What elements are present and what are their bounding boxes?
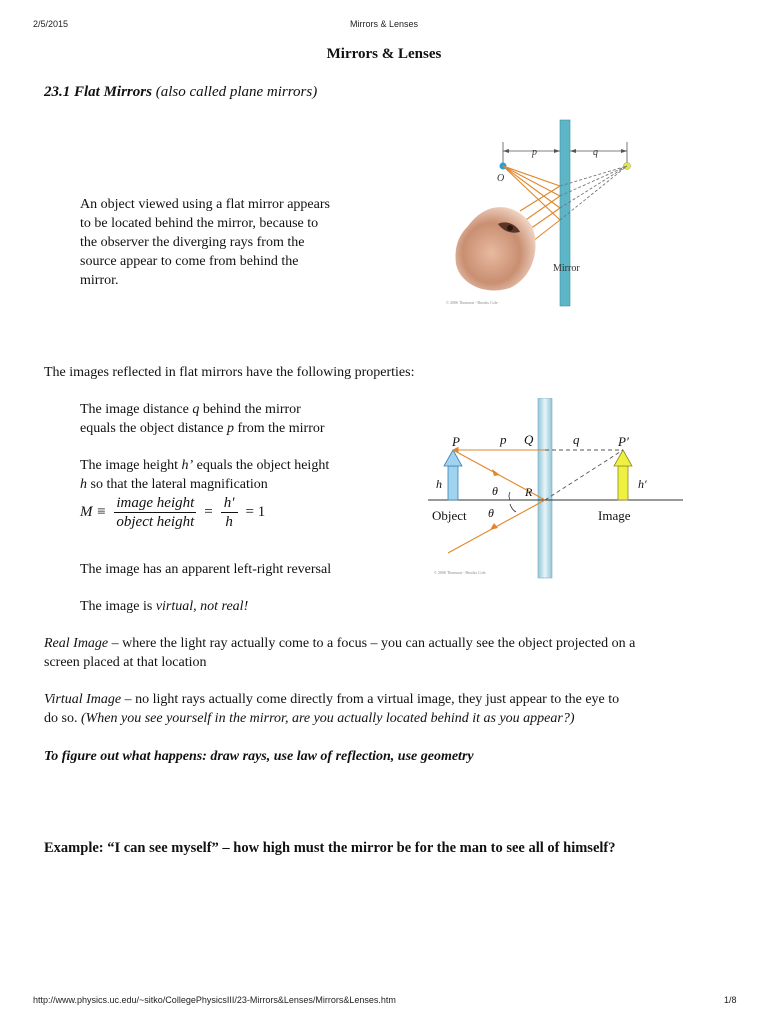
text: behind the mirror bbox=[199, 402, 301, 417]
text: equals the object height bbox=[193, 458, 330, 473]
eye-face bbox=[456, 207, 536, 290]
var-h-prime: h’ bbox=[181, 458, 194, 473]
text: The image distance bbox=[80, 402, 193, 417]
real-image-definition bbox=[44, 634, 734, 672]
fraction-1 bbox=[114, 494, 196, 531]
property-1 bbox=[80, 400, 325, 438]
example-heading: Example: “I can see myself” – how high must the mirror be for the man to see all of himself? bbox=[44, 840, 616, 856]
howto-heading: To figure out what happens: draw rays, use law of reflection, use geometry bbox=[44, 749, 474, 764]
text: – bbox=[121, 692, 136, 707]
text: The image is bbox=[80, 599, 156, 614]
formula-eq: = bbox=[204, 504, 213, 520]
flat-mirror-figure bbox=[440, 116, 650, 312]
image-geometry-figure bbox=[428, 398, 688, 580]
label-object: Object bbox=[432, 508, 467, 523]
page-title: Mirrors & Lenses bbox=[326, 46, 442, 62]
label-P-prime: P′ bbox=[618, 434, 629, 449]
intro-line: mirror. bbox=[80, 273, 119, 288]
var-q: q bbox=[192, 402, 200, 417]
text-italic: virtual, not real! bbox=[155, 599, 249, 614]
property-3: The image has an apparent left-right reversal bbox=[80, 562, 332, 577]
text-italic: (When you see yourself in the mirror, are you actually located behind it as you appear?) bbox=[80, 711, 575, 726]
text: equals the object distance bbox=[80, 421, 227, 436]
image-arrow bbox=[618, 466, 628, 500]
text: do so. bbox=[44, 711, 81, 726]
property-2 bbox=[80, 456, 329, 494]
intro-line: to be located behind the mirror, because to bbox=[80, 216, 319, 231]
formula-lhs: M ≡ bbox=[80, 504, 107, 520]
section-heading-text: 23.1 Flat Mirrors bbox=[44, 84, 152, 100]
footer-url[interactable]: http://www.physics.uc.edu/~sitko/CollegePhysicsIII/23-Mirrors&Lenses/Mirrors&Lenses.htm bbox=[33, 995, 396, 1005]
label-p-dist: p bbox=[500, 432, 507, 447]
label-P: P bbox=[452, 434, 460, 449]
label-o: O bbox=[497, 173, 505, 184]
header-date: 2/5/2015 bbox=[33, 19, 69, 29]
intro-line: source appear to come from behind the bbox=[80, 254, 299, 269]
header-title: Mirrors & Lenses bbox=[349, 19, 419, 29]
fraction-1-den: object height bbox=[116, 514, 195, 530]
label-image: Image bbox=[598, 508, 631, 523]
text: – bbox=[108, 636, 123, 651]
label-theta-1: θ bbox=[492, 484, 498, 498]
virtual-image-definition bbox=[44, 690, 734, 728]
var-p: p bbox=[226, 421, 234, 436]
section-heading bbox=[44, 84, 317, 101]
label-q: q bbox=[593, 147, 598, 158]
label-Q: Q bbox=[524, 432, 534, 447]
section-heading-note: (also called plane mirrors) bbox=[155, 84, 318, 100]
text: where the light ray actually come to a focus – you can actually see the object projected on a bbox=[122, 636, 636, 651]
label-p: p bbox=[532, 147, 537, 158]
intro-line: the observer the diverging rays from the bbox=[80, 235, 305, 250]
term-virtual-image: Virtual Image bbox=[44, 692, 122, 707]
text: so that the lateral magnification bbox=[87, 477, 268, 492]
text: from the mirror bbox=[233, 421, 325, 436]
intro-paragraph bbox=[80, 195, 380, 290]
intro-line: An object viewed using a flat mirror appears bbox=[80, 197, 330, 212]
var-h: h bbox=[80, 477, 87, 492]
text: The image height bbox=[80, 458, 182, 473]
text: screen placed at that location bbox=[44, 655, 207, 670]
figure2-copyright: © 2006 Thomson - Brooks Cole bbox=[434, 570, 486, 575]
label-h-prime: h′ bbox=[638, 477, 647, 491]
label-q-dist: q bbox=[573, 432, 580, 447]
label-R: R bbox=[525, 485, 533, 499]
mirror-slab bbox=[538, 398, 552, 578]
magnification-formula bbox=[80, 494, 265, 531]
label-theta-2: θ bbox=[488, 506, 494, 520]
object-arrow bbox=[448, 466, 458, 500]
property-4 bbox=[80, 597, 248, 616]
footer-page: 1/8 bbox=[724, 995, 737, 1005]
fraction-2-den: h bbox=[225, 514, 233, 530]
figure1-copyright: © 2006 Thomson - Brooks Cole bbox=[446, 300, 498, 305]
label-h: h bbox=[436, 477, 442, 491]
fraction-1-num: image height bbox=[116, 495, 195, 511]
term-real-image: Real Image bbox=[44, 636, 109, 651]
fraction-2-num: h′ bbox=[221, 494, 238, 513]
formula-rhs: = 1 bbox=[245, 504, 266, 520]
properties-intro: The images reflected in flat mirrors have the following properties: bbox=[44, 365, 415, 380]
text: no light rays actually come directly from a virtual image, they just appear to the eye to bbox=[135, 692, 620, 707]
label-mirror: Mirror bbox=[553, 263, 580, 274]
fraction-2 bbox=[221, 494, 238, 531]
